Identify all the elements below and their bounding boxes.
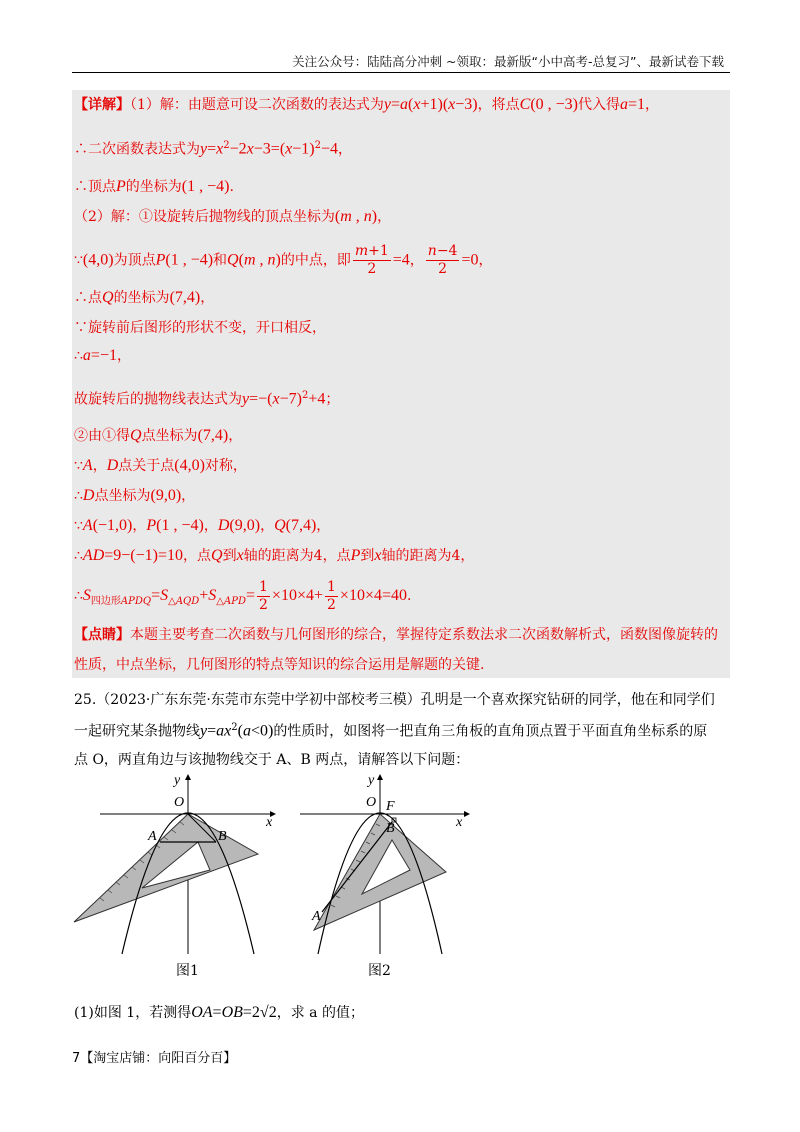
label-y: y [174,773,181,788]
solution-line-10: ②由①得Q点坐标为(7,4)， [74,427,243,444]
y-axis-arrow [185,774,191,780]
label-a: A [312,909,321,924]
solution-line-5: ∵(4,0)为顶点P(1 , −4)和Q(m , n)的中点，即 $\frac{m+1}{2}$ =4， $\frac{n-4}{2}$ =0， [74,243,493,277]
solution-line-1: 【详解】（1）解：由题意可设二次函数的表达式为y=a(x+1)(x−3)，将点C(0 , −3)代入得a=1， [74,96,660,113]
figure-2 [296,770,486,960]
question-1: (1)如图 1，若测得OA=OB=2√2，求 a 的值； [74,1004,364,1021]
label-x: x [456,815,463,830]
solution-line-3: ∴顶点P的坐标为(1 , −4). [74,178,234,195]
fraction: $\frac{1}{2}$ [259,578,268,613]
problem-source: （2023·广东东莞·东莞市东莞中学初中部校考三模） [96,692,421,708]
label-y: y [368,773,375,788]
problem-line-1: 25.（2023·广东东莞·东莞市东莞中学初中部校考三模）孔明是一个喜欢探究钻研的同学，他在和同学们 [74,692,715,708]
solution-line-4: （2）解：①设旋转后抛物线的顶点坐标为(m , n)， [74,208,392,225]
problem-line-3: 点 O，两直角边与该抛物线交于 A、B 两点，请解答以下问题： [74,752,470,768]
solution-line-12: ∴D点坐标为(9,0)， [74,487,196,504]
page-footer: 7【淘宝店铺：向阳百分百】 [72,1051,237,1066]
page-header: 关注公众号：陆陆高分冲刺 ~领取：最新版“小中高考-总复习”、最新试卷下载 [292,54,724,69]
label-f: F [386,799,395,814]
solution-line-14: ∴AD=9−(−1)=10，点Q到x轴的距离为4，点P到x轴的距离为4， [74,547,475,564]
comment-line-1: 【点睛】本题主要考查二次函数与几何图形的综合，掌握待定系数法求二次函数解析式，函数图像旋转的 [74,627,718,643]
label-a: A [148,829,157,844]
fraction: $\frac{1}{2}$ [327,578,336,613]
y-axis-arrow [377,774,383,780]
label-b: B [386,821,395,836]
fraction: $\frac{n-4}{2}$ [427,243,458,277]
label-o: O [366,795,377,810]
problem-number: 25. [74,692,97,708]
comment-line-2: 性质，中点坐标，几何图形的特点等知识的综合运用是解题的关键. [74,657,485,673]
problem-line-2: 一起研究某条抛物线$y=ax^2(a<0)$的性质时，如图将一把直角三角板的直角顶点置于平面直角坐标系的原 [74,722,708,740]
label-o: O [174,795,185,810]
x-axis-arrow [464,811,470,817]
solution-line-15: $\therefore S_{四边形APDQ}=S_{\triangle AQD}+S_{\triangle APD}=$ $\frac{1}{2}$ ×10×4+ $\frac{1}{2}$ ×10×4=40. [74,578,412,613]
solution-line-9: 故旋转后的抛物线表达式为$y=-(x-7)^2+4$； [74,390,340,408]
fraction: $\frac{m+1}{2}$ [354,243,389,277]
solution-line-13: ∵A(−1,0)，P(1 , −4)，D(9,0)，Q(7,4)， [74,517,331,534]
solution-line-8: ∴a=−1， [74,347,131,364]
solution-line-2: ∴二次函数表达式为$y=x^2-2x-3=(x-1)^2-4$， [74,140,353,158]
detail-tag: 【详解】 [74,97,130,113]
solution-line-6: ∴点Q的坐标为(7,4)， [74,289,215,306]
figure-1-caption: 图1 [176,963,199,979]
figure-2-caption: 图2 [368,963,391,979]
solution-line-7: ∵旋转前后图形的形状不变，开口相反， [74,320,326,336]
header-divider [72,72,730,73]
comment-tag: 【点睛】 [74,627,130,643]
solution-line-11: ∵A，D点关于点(4,0)对称， [74,457,247,474]
math-expression: y [383,96,392,113]
label-b: B [218,829,227,844]
label-x: x [266,815,273,830]
figure-1 [70,770,290,960]
